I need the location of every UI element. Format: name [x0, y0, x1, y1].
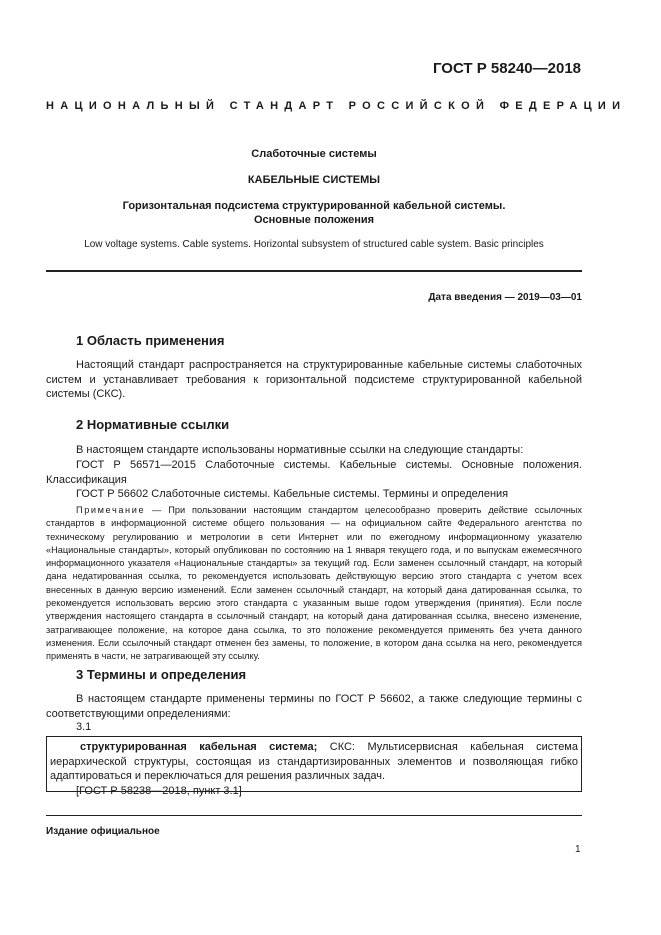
title-category: Слаботочные системы: [251, 148, 377, 160]
section-3-intro: В настоящем стандарте применены термины по ГОСТ Р 56602, а также следующие термины с соответствующими определениями:: [46, 693, 582, 720]
note-label: Примечание: [76, 505, 146, 515]
term-definition-text: Мультисервисная кабельная система иерархической структуры, состоящая из стандартизированных элементов и позволяющая гибко адаптироваться и переключаться для решения различных задач.: [50, 741, 578, 783]
term-definition: [50, 740, 578, 784]
normative-ref-1: ГОСТ Р 56571—2015 Слаботочные системы. Кабельные системы. Основные положения. Классификация: [46, 459, 582, 486]
footer-divider: [46, 815, 582, 816]
intro-date: Дата введения — 2019—03—01: [428, 292, 582, 303]
title-subtitle-line2: Основные положения: [253, 214, 375, 226]
title-divider: [46, 270, 582, 272]
term-name: структурированная кабельная система;: [80, 741, 318, 753]
note-text: — При пользовании настоящим стандартом целесообразно проверить действие ссылочных стандартов в информационной системе общего пользования — на официальном сайте Федерального агентства по техническому регулированию и метрологии в сети Интернет или по ежегодному информационному указателю «Национальные стандарты», который опубликован по состоянию на 1 января текущего года, и по выпускам ежемесячного информационного указателя «Национальные стандарты» за текущий год. Если заменен ссылочный стандарт, на который дана недатированная ссылка, то рекомендуется использовать действующую версию этого стандарта с учетом всех внесенных в данную версию изменений. Если заменен ссылочный стандарт, на который дана датированная ссылка, то рекомендуется использовать версию этого стандарта с указанным выше годом утверждения (принятия). Если после утверждения настоящего стандарта в ссылочный стандарт, на который дана датированная ссылка, внесено изменение, затрагивающее положение, на которое дана ссылка, то это положение рекомендуется применять без учета данного изменения. Если ссылочный стандарт отменен без замены, то положение, в котором дана ссылка на него, рекомендуется применять в части, не затрагивающей эту ссылку.: [46, 505, 582, 662]
section-2-intro: В настоящем стандарте использованы нормативные ссылки на следующие стандарты:: [76, 444, 524, 456]
term-source: [ГОСТ Р 58238—2018, пункт 3.1]: [76, 785, 242, 797]
section-2-heading: 2 Нормативные ссылки: [76, 417, 230, 432]
section-1-text: Настоящий стандарт распространяется на структурированные кабельные системы слаботочных систем и устанавливает требования к горизонтальной подсистеме структурированной кабельной системы (СКС).: [46, 359, 582, 401]
title-english: Low voltage systems. Cable systems. Horizontal subsystem of structured cable system. Basic principles: [84, 239, 544, 250]
title-subtitle-line1: Горизонтальная подсистема структурированной кабельной системы.: [122, 200, 506, 212]
normative-ref-2: ГОСТ Р 56602 Слаботочные системы. Кабельные системы. Термины и определения: [76, 488, 509, 500]
title-main: КАБЕЛЬНЫЕ СИСТЕМЫ: [247, 174, 381, 186]
section-1-heading: 1 Область применения: [76, 333, 225, 348]
official-edition-label: Издание официальное: [46, 826, 160, 837]
page-number: 1: [575, 844, 581, 855]
term-number: 3.1: [76, 721, 92, 733]
section-3-heading: 3 Термины и определения: [76, 667, 247, 682]
national-standard-banner: НАЦИОНАЛЬНЫЙ СТАНДАРТ РОССИЙСКОЙ ФЕДЕРАЦИИ: [46, 100, 627, 112]
section-2-note: [46, 504, 582, 664]
term-abbreviation: СКС:: [317, 741, 355, 753]
standard-code: ГОСТ Р 58240—2018: [432, 60, 581, 77]
